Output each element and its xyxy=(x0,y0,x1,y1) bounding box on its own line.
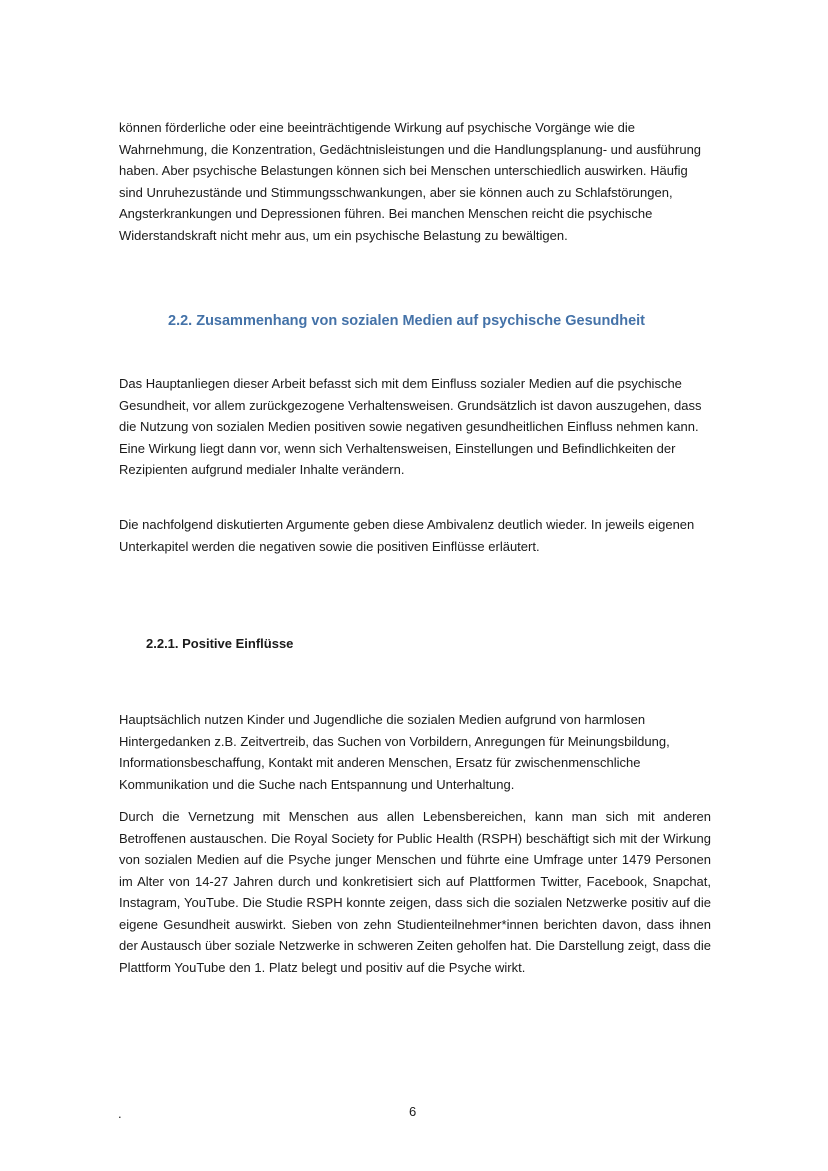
page-number: 6 xyxy=(409,1104,417,1119)
section-2-2-paragraph-1: Das Hauptanliegen dieser Arbeit befasst sich mit dem Einfluss sozialer Medien auf die psychische Gesundheit, vor allem zurückgezogene Verhaltensweisen. Grundsätzlich ist davon auszugehen, dass die Nutzung von sozialen Medien positiven sowie negativen gesundheitlichen Einfluss nehmen kann. Eine Wirkung liegt dann vor, wenn sich Verhaltensweisen, Einstellungen und Befindlichkeiten der Rezipienten aufgrund medialer Inhalte verändern. xyxy=(119,376,702,477)
section-2-2-paragraph-2: Die nachfolgend diskutierten Argumente geben diese Ambivalenz deutlich wieder. In jeweils eigenen Unterkapitel werden die negativen sowie die positiven Einflüsse erläutert. xyxy=(119,517,695,554)
intro-paragraph: können förderliche oder eine beeinträchtigende Wirkung auf psychische Vorgänge wie die Wahrnehmung, die Konzentration, Gedächtnisleistungen und die Handlungsplanung- und ausführung haben. Aber psychische Belastungen können sich bei Menschen unterschiedlich auswirken. Häufig sind Unruhezustände und Stimmungsschwankungen, aber sie können auch zu Schlafstörungen, Angsterkrankungen und Depressionen führen. Bei manchen Menschen reicht die psychische Widerstandskraft nicht mehr aus, um ein psychische Belastung zu bewältigen. xyxy=(119,120,702,243)
section-heading-2-2: 2.2. Zusammenhang von sozialen Medien auf psychische Gesundheit xyxy=(168,313,646,329)
section-2-2-1-paragraph-2: Durch die Vernetzung mit Menschen aus allen Lebensbereichen, kann man sich mit anderen Betroffenen austauschen. Die Royal Society for Public Health (RSPH) beschäftigt sich mit der Wirkung von sozialen Medien auf die Psyche junger Menschen und führte eine Umfrage unter 1479 Personen im Alter von 14-27 Jahren durch und konkretisiert sich auf Plattformen Twitter, Facebook, Snapchat, Instagram, YouTube. Die Studie RSPH konnte zeigen, dass sich die sozialen Netzwerke positiv auf die eigene Gesundheit auswirkt. Sieben von zehn Studienteilnehmer*innen berichten davon, dass ihnen der Austausch über soziale Netzwerke in schweren Zeiten geholfen hat. Die Darstellung zeigt, dass die Plattform YouTube den 1. Platz belegt und positiv auf die Psyche wirkt. xyxy=(119,809,711,975)
footer-marker: . xyxy=(118,1106,122,1121)
section-heading-2-2-1: 2.2.1. Positive Einflüsse xyxy=(146,636,294,651)
section-2-2-1-paragraph-1: Hauptsächlich nutzen Kinder und Jugendliche die sozialen Medien aufgrund von harmlosen Hintergedanken z.B. Zeitvertreib, das Suchen von Vorbildern, Anregungen für Meinungsbildung, Informationsbeschaffung, Kontakt mit anderen Menschen, Ersatz für zwischenmenschliche Kommunikation und die Suche nach Entspannung und Unterhaltung. xyxy=(119,712,670,792)
